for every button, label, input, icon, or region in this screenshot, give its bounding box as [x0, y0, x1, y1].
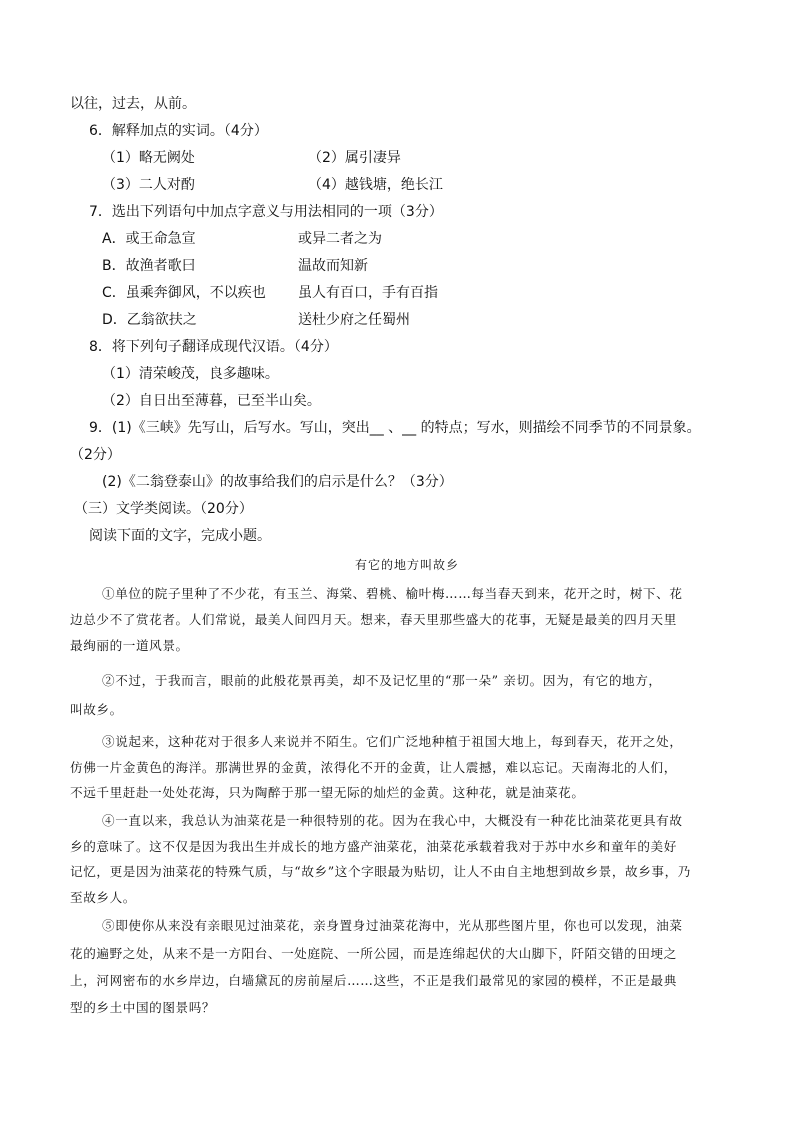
question-6: 6．解释加点的实词。（4分） — [89, 123, 268, 139]
q6-item-3: （3）二人对酌 — [102, 177, 195, 193]
q7-option-b: B．故渔者歌曰 — [102, 258, 196, 274]
q8-item-2: （2）自日出至薄暮，已至半山矣。 — [102, 393, 321, 409]
q7-option-b-pair: 温故而知新 — [298, 258, 368, 274]
question-7: 7．选出下列语句中加点字意义与用法相同的一项（3分） — [89, 204, 443, 220]
instruction: 阅读下面的文字，完成小题。 — [89, 528, 271, 544]
q7-option-a: A．或王命急宣 — [102, 231, 196, 247]
article-p2-line: ②不过，于我而言，眼前的此般花景再美，却不及记忆里的“那一朵” 亲切。因为，有它的地方， — [102, 673, 662, 688]
q7-option-c: C．虽乘奔御风，不以疾也 — [102, 285, 266, 301]
article-p1-line: ①单位的院子里种了不少花，有玉兰、海棠、碧桃、榆叶梅……每当春天到来，花开之时，树下、花 — [102, 586, 683, 601]
question-9-score: （2分） — [70, 447, 121, 463]
article-p5-line: 型的乡土中国的图景吗？ — [70, 1000, 216, 1015]
article-p5-line: ⑤即使你从来没有亲眼见过油菜花，亲身置身过油菜花海中，光从那些图片里，你也可以发现，油菜 — [102, 918, 683, 933]
question-8: 8．将下列句子翻译成现代汉语。（4分） — [89, 339, 338, 355]
q6-item-2: （2）属引凄异 — [308, 150, 401, 166]
article-p3-line: 不远千里赶赴一处处花海，只为陶醉于那一望无际的灿烂的金黄。这种花，就是油菜花。 — [70, 785, 585, 800]
article-p3-line: 仿佛一片金黄色的海洋。那满世界的金黄，浓得化不开的金黄，让人震撼，难以忘记。天南海北的人们， — [70, 760, 677, 775]
article-p4-line: 至故乡人。 — [70, 890, 136, 905]
q7-option-d: D．乙翁欲扶之 — [102, 312, 197, 328]
article-p5-line: 花的遍野之处，从来不是一方阳台、一处庭院、一所公园，而是连绵起伏的大山脚下，阡陌交错的田埂之 — [70, 946, 677, 961]
article-p4-line: ④一直以来，我总认为油菜花是一种很特别的花。因为在我心中，大概没有一种花比油菜花更具有故 — [102, 813, 683, 828]
article-p1-line: 最绚丽的一道风景。 — [70, 638, 189, 653]
question-9-part-2: (2)《二翁登泰山》的故事给我们的启示是什么？（3分） — [102, 474, 453, 490]
article-p2-line: 叫故乡。 — [70, 702, 123, 717]
article-p3-line: ③说起来，这种花对于很多人来说并不陌生。它们广泛地种植于祖国大地上，每到春天，花开之处， — [102, 734, 683, 749]
article-p5-line: 上，河网密布的水乡岸边，白墙黛瓦的房前屋后……这些，不正是我们最常见的家园的模样，不正是最典 — [70, 973, 677, 988]
text-line: 以往，过去，从前。 — [70, 96, 196, 112]
q8-item-1: （1）清荣峻茂，良多趣味。 — [102, 366, 279, 382]
article-p1-line: 边总少不了赏花者。人们常说，最美人间四月天。想来，春天里那些盛大的花事，无疑是最美的四月天里 — [70, 612, 677, 627]
article-p4-line: 乡的意味了。这不仅是因为我出生并成长的地方盛产油菜花，油菜花承载着我对于苏中水乡和童年的美好 — [70, 839, 677, 854]
q7-option-d-pair: 送杜少府之任蜀州 — [298, 312, 410, 328]
q7-option-c-pair: 虽人有百口，手有百指 — [298, 285, 438, 301]
q6-item-1: （1）略无阙处 — [102, 150, 195, 166]
q7-option-a-pair: 或异二者之为 — [298, 231, 382, 247]
article-title: 有它的地方叫故乡 — [355, 558, 460, 572]
article-p4-line: 记忆，更是因为油菜花的特殊气质，与“故乡”这个字眼最为贴切，让人不由自主地想到故乡景，故乡事，乃 — [70, 864, 691, 879]
question-9: 9．(1)《三峡》先写山，后写水。写山，突出__ 、__ 的特点；写水，则描绘不同季节的不同景象。 — [89, 420, 701, 436]
q6-item-4: （4）越钱塘，绝长江 — [308, 177, 443, 193]
section-heading: （三）文学类阅读。（20分） — [74, 501, 253, 517]
